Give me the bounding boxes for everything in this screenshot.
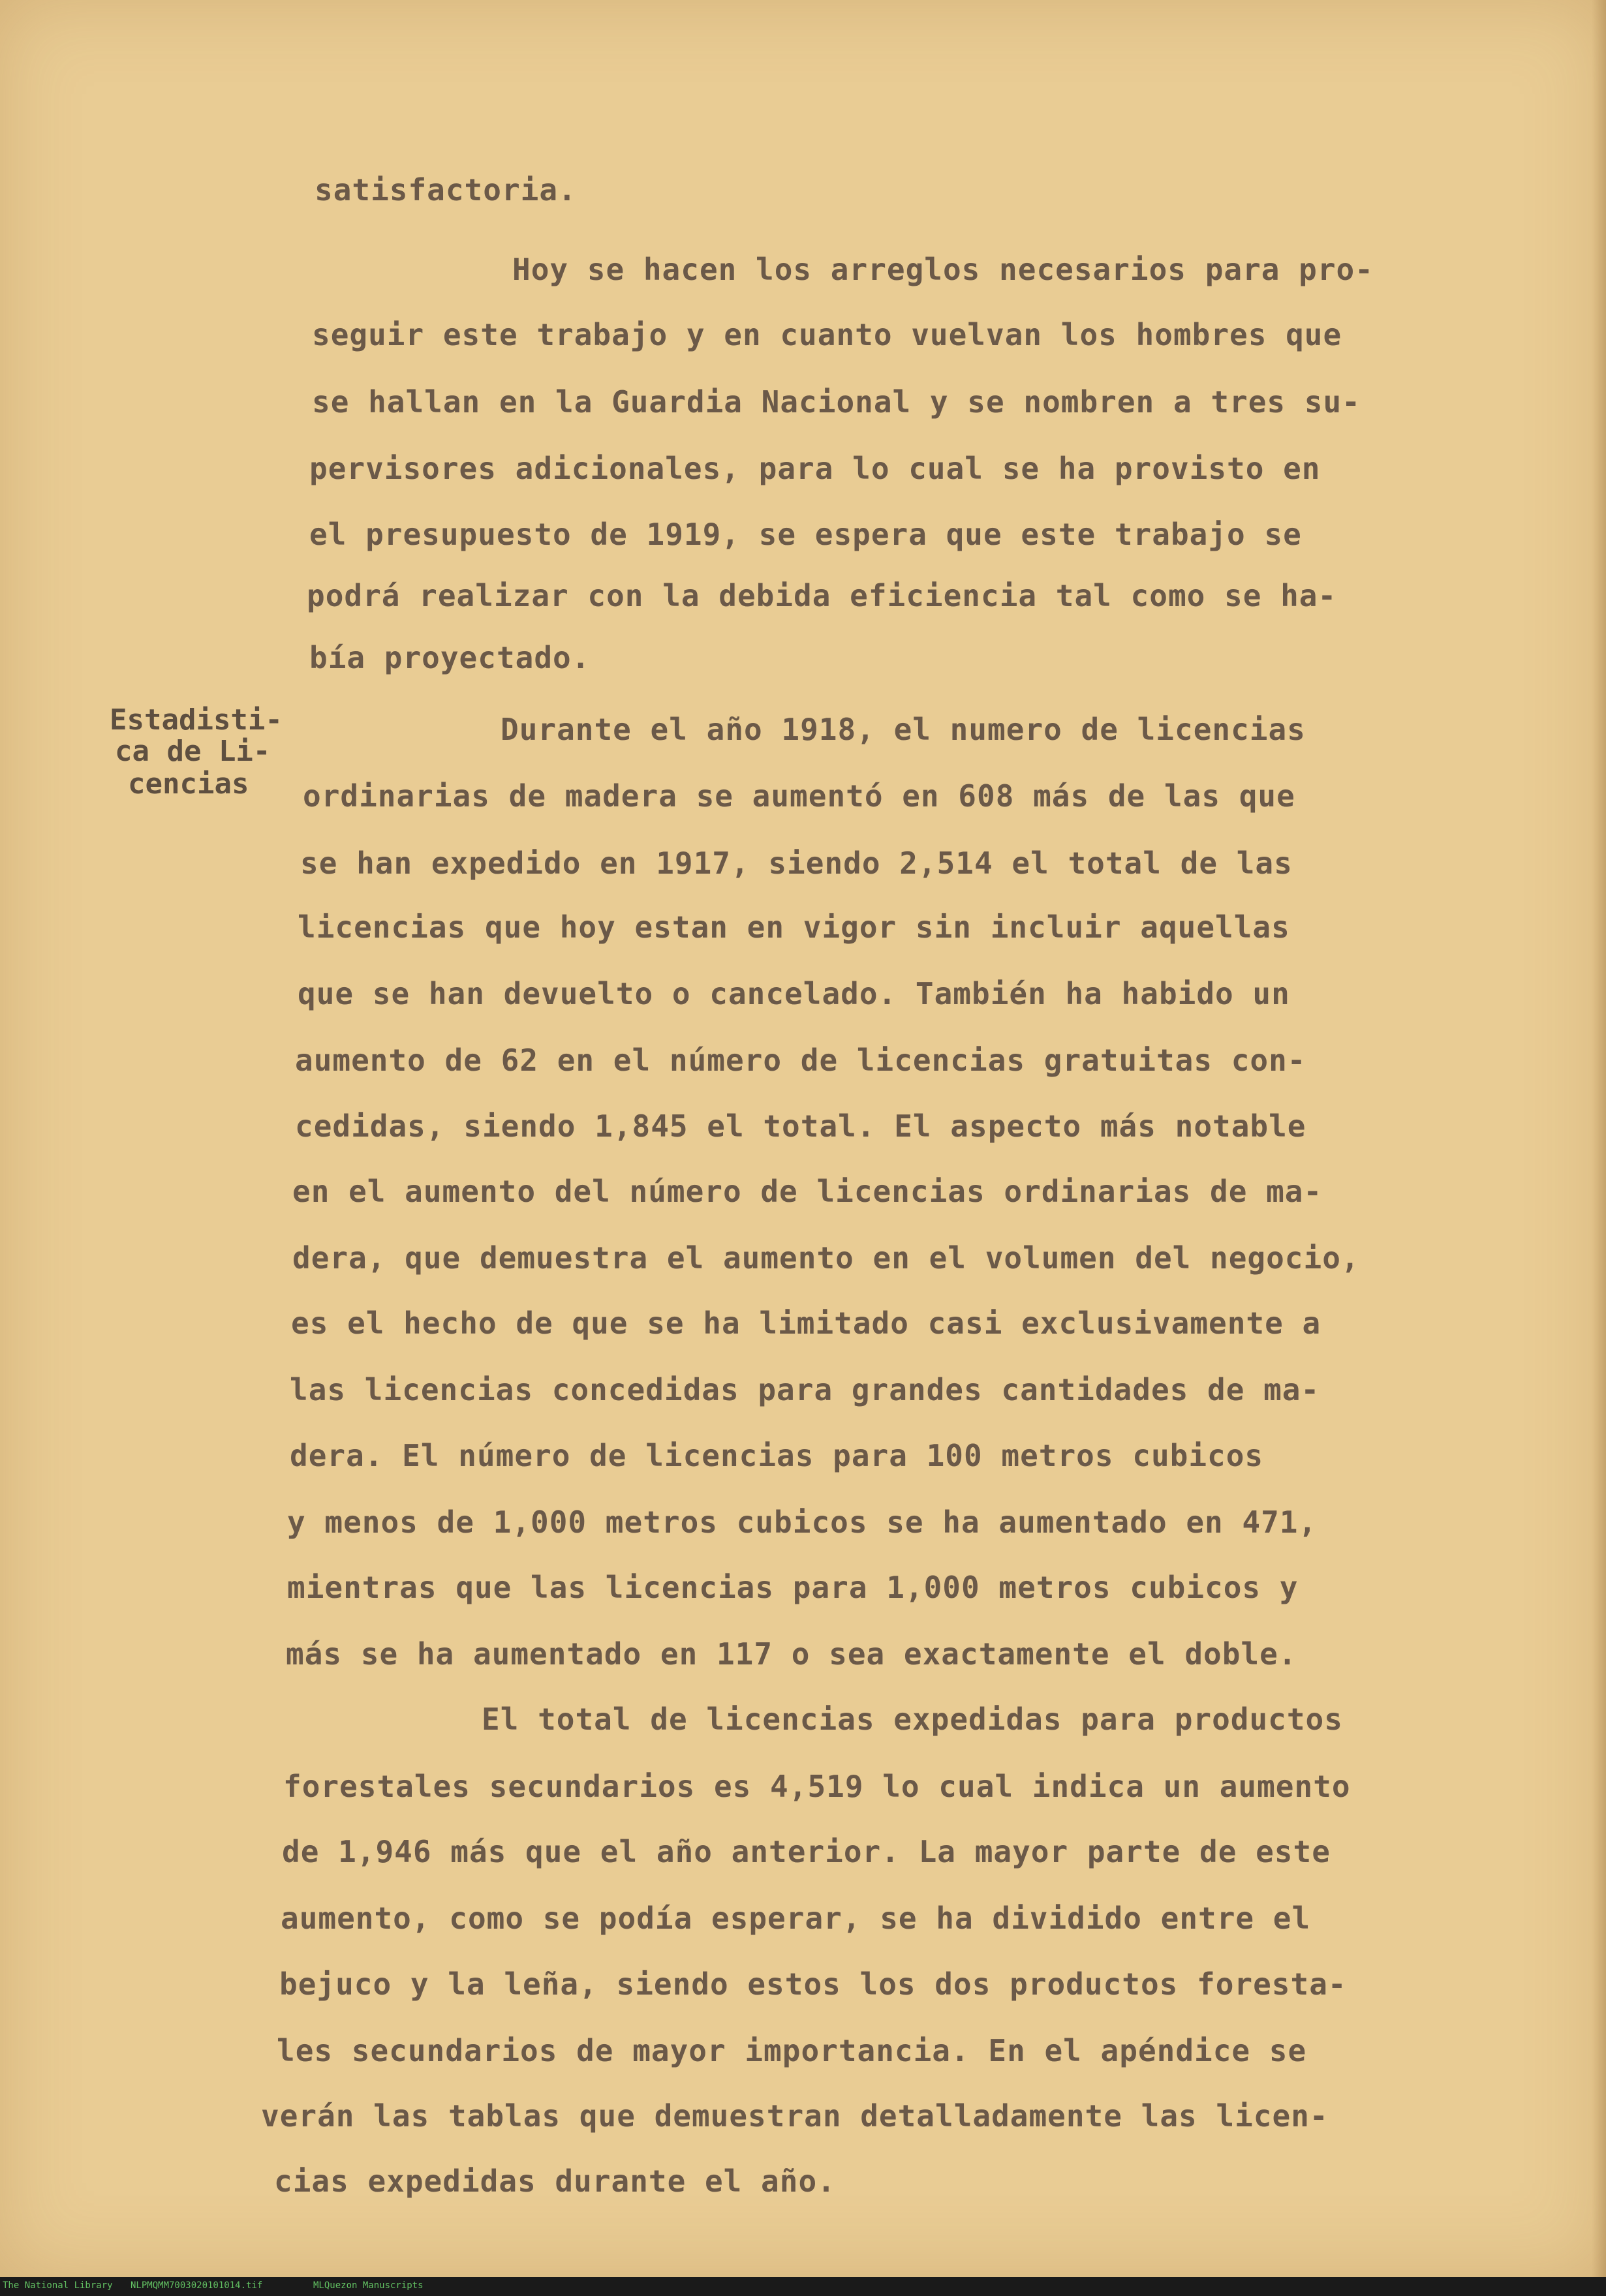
footer-filename: NLPMQMM7003020101014.tif bbox=[131, 2280, 263, 2291]
text-line-25: forestales secundarios es 4,519 lo cual indica un aumento bbox=[283, 1769, 1351, 1804]
footer-collection-label: MLQuezon Manuscripts bbox=[313, 2280, 424, 2291]
text-line-01: satisfactoria. bbox=[315, 172, 577, 207]
text-line-21: y menos de 1,000 metros cubicos se ha aumentado en 471, bbox=[287, 1505, 1318, 1540]
margin-note-line-2: ca de Li- bbox=[115, 735, 271, 768]
text-line-27: aumento, como se podía esperar, se ha dividido entre el bbox=[281, 1901, 1311, 1936]
text-line-18: es el hecho de que se ha limitado casi exclusivamente a bbox=[291, 1306, 1321, 1341]
text-line-23: más se ha aumentado en 117 o sea exactamente el doble. bbox=[286, 1636, 1297, 1672]
margin-note-line-3: cencias bbox=[128, 767, 249, 801]
margin-note-line-1: Estadisti- bbox=[110, 703, 283, 737]
text-line-22: mientras que las licencias para 1,000 metros cubicos y bbox=[287, 1570, 1299, 1605]
text-line-09: Durante el año 1918, el numero de licencias bbox=[501, 712, 1306, 747]
text-line-03: seguir este trabajo y en cuanto vuelvan los hombres que bbox=[312, 317, 1342, 352]
archive-footer-bar bbox=[0, 2277, 1606, 2296]
text-line-11: se han expedido en 1917, siendo 2,514 el total de las bbox=[300, 846, 1293, 881]
text-line-16: en el aumento del número de licencias ordinarias de ma- bbox=[292, 1174, 1323, 1209]
text-line-05: pervisores adicionales, para lo cual se ha provisto en bbox=[309, 451, 1321, 486]
text-line-15: cedidas, siendo 1,845 el total. El aspecto más notable bbox=[295, 1109, 1306, 1144]
text-line-17: dera, que demuestra el aumento en el volumen del negocio, bbox=[292, 1240, 1360, 1276]
text-line-26: de 1,946 más que el año anterior. La mayor parte de este bbox=[282, 1834, 1331, 1869]
text-line-24: El total de licencias expedidas para productos bbox=[482, 1702, 1343, 1737]
text-line-14: aumento de 62 en el número de licencias gratuitas con- bbox=[295, 1043, 1306, 1078]
text-line-12: licencias que hoy estan en vigor sin incluir aquellas bbox=[298, 910, 1290, 945]
text-line-07: podrá realizar con la debida eficiencia tal como se ha- bbox=[307, 578, 1337, 613]
text-line-19: las licencias concedidas para grandes cantidades de ma- bbox=[290, 1372, 1320, 1407]
text-line-06: el presupuesto de 1919, se espera que este trabajo se bbox=[309, 517, 1302, 552]
text-line-13: que se han devuelto o cancelado. También ha habido un bbox=[298, 976, 1290, 1011]
text-line-31: cias expedidas durante el año. bbox=[274, 2164, 836, 2199]
text-line-08: bía proyectado. bbox=[309, 640, 591, 675]
text-line-20: dera. El número de licencias para 100 metros cubicos bbox=[290, 1438, 1264, 1473]
text-line-10: ordinarias de madera se aumentó en 608 más de las que bbox=[303, 778, 1295, 814]
text-line-02: Hoy se hacen los arreglos necesarios para pro- bbox=[512, 252, 1374, 287]
footer-library-label: The National Library bbox=[3, 2280, 113, 2291]
text-line-30: verán las tablas que demuestran detalladamente las licen- bbox=[261, 2098, 1329, 2134]
text-line-04: se hallan en la Guardia Nacional y se nombren a tres su- bbox=[312, 384, 1361, 420]
text-line-29: les secundarios de mayor importancia. En el apéndice se bbox=[277, 2033, 1307, 2068]
text-line-28: bejuco y la leña, siendo estos los dos productos foresta- bbox=[279, 1967, 1347, 2002]
